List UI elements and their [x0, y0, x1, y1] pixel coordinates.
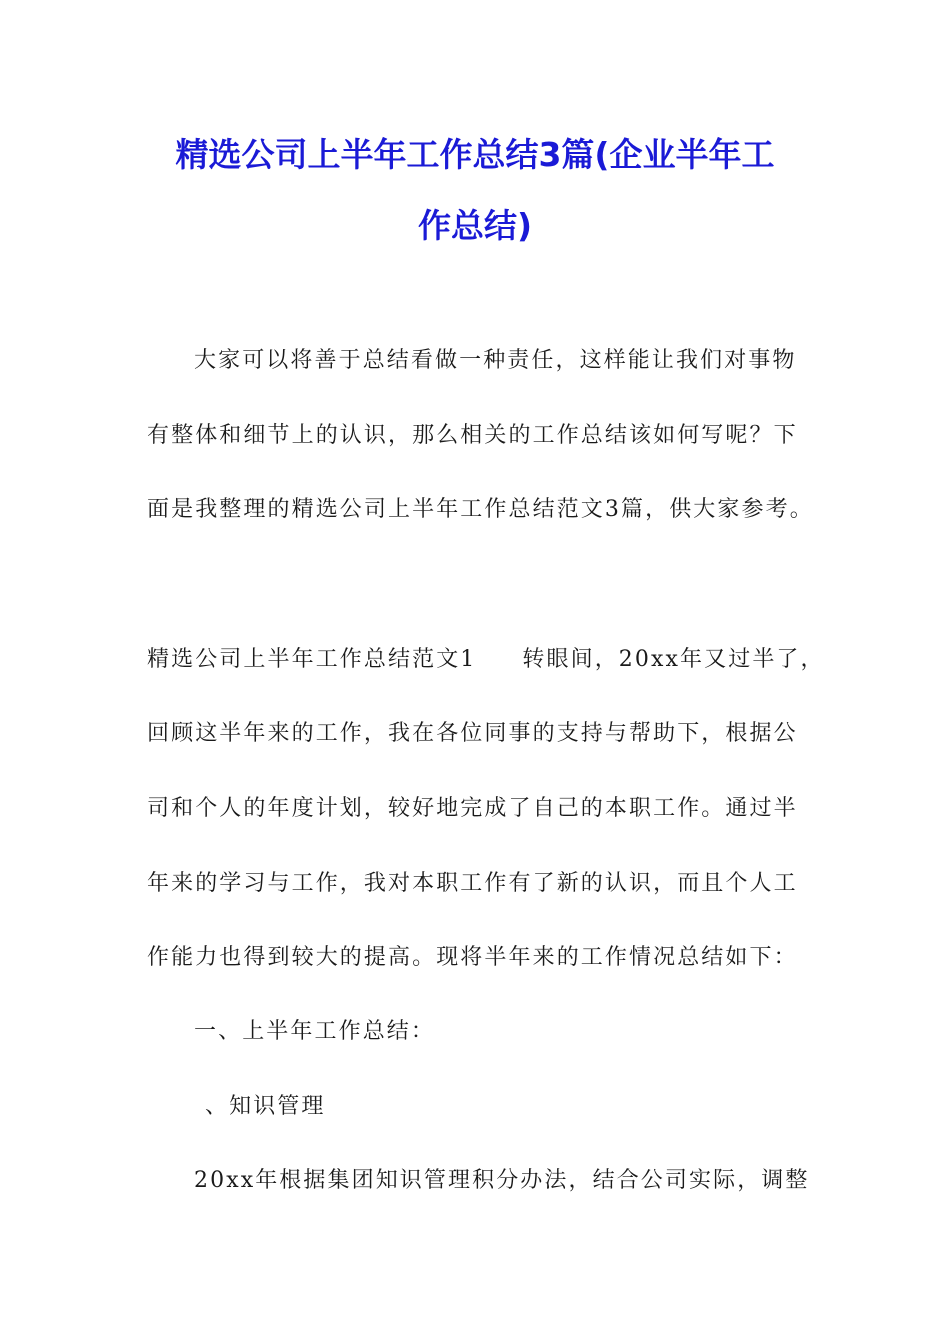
intro-paragraph-line-1: 大家可以将善于总结看做一种责任，这样能让我们对事物 — [194, 348, 797, 373]
sample-paragraph-line-3: 年来的学习与工作，我对本职工作有了新的认识，而且个人工 — [147, 871, 798, 896]
subsection-heading: 、知识管理 — [205, 1094, 326, 1119]
document-title-line-2: 作总结) — [417, 206, 533, 245]
sample-first-fragment: 转眼间，20xx年又过半了， — [522, 647, 825, 672]
intro-paragraph-line-3: 面是我整理的精选公司上半年工作总结范文3篇，供大家参考。 — [147, 497, 814, 522]
sample-heading: 精选公司上半年工作总结范文1 — [147, 647, 477, 672]
body-paragraph-line: 20xx年根据集团知识管理积分办法，结合公司实际，调整 — [194, 1168, 810, 1193]
section-heading: 一、上半年工作总结： — [194, 1019, 436, 1044]
sample-paragraph-line-4: 作能力也得到较大的提高。现将半年来的工作情况总结如下： — [147, 945, 798, 970]
sample-first-line — [147, 644, 827, 676]
sample-paragraph-line-1: 回顾这半年来的工作，我在各位同事的支持与帮助下，根据公 — [147, 721, 798, 746]
sample-paragraph-line-2: 司和个人的年度计划，较好地完成了自己的本职工作。通过半 — [147, 796, 798, 821]
document-title-line-1: 精选公司上半年工作总结3篇(企业半年工 — [175, 135, 775, 174]
intro-paragraph-line-2: 有整体和细节上的认识，那么相关的工作总结该如何写呢？下 — [147, 423, 798, 448]
